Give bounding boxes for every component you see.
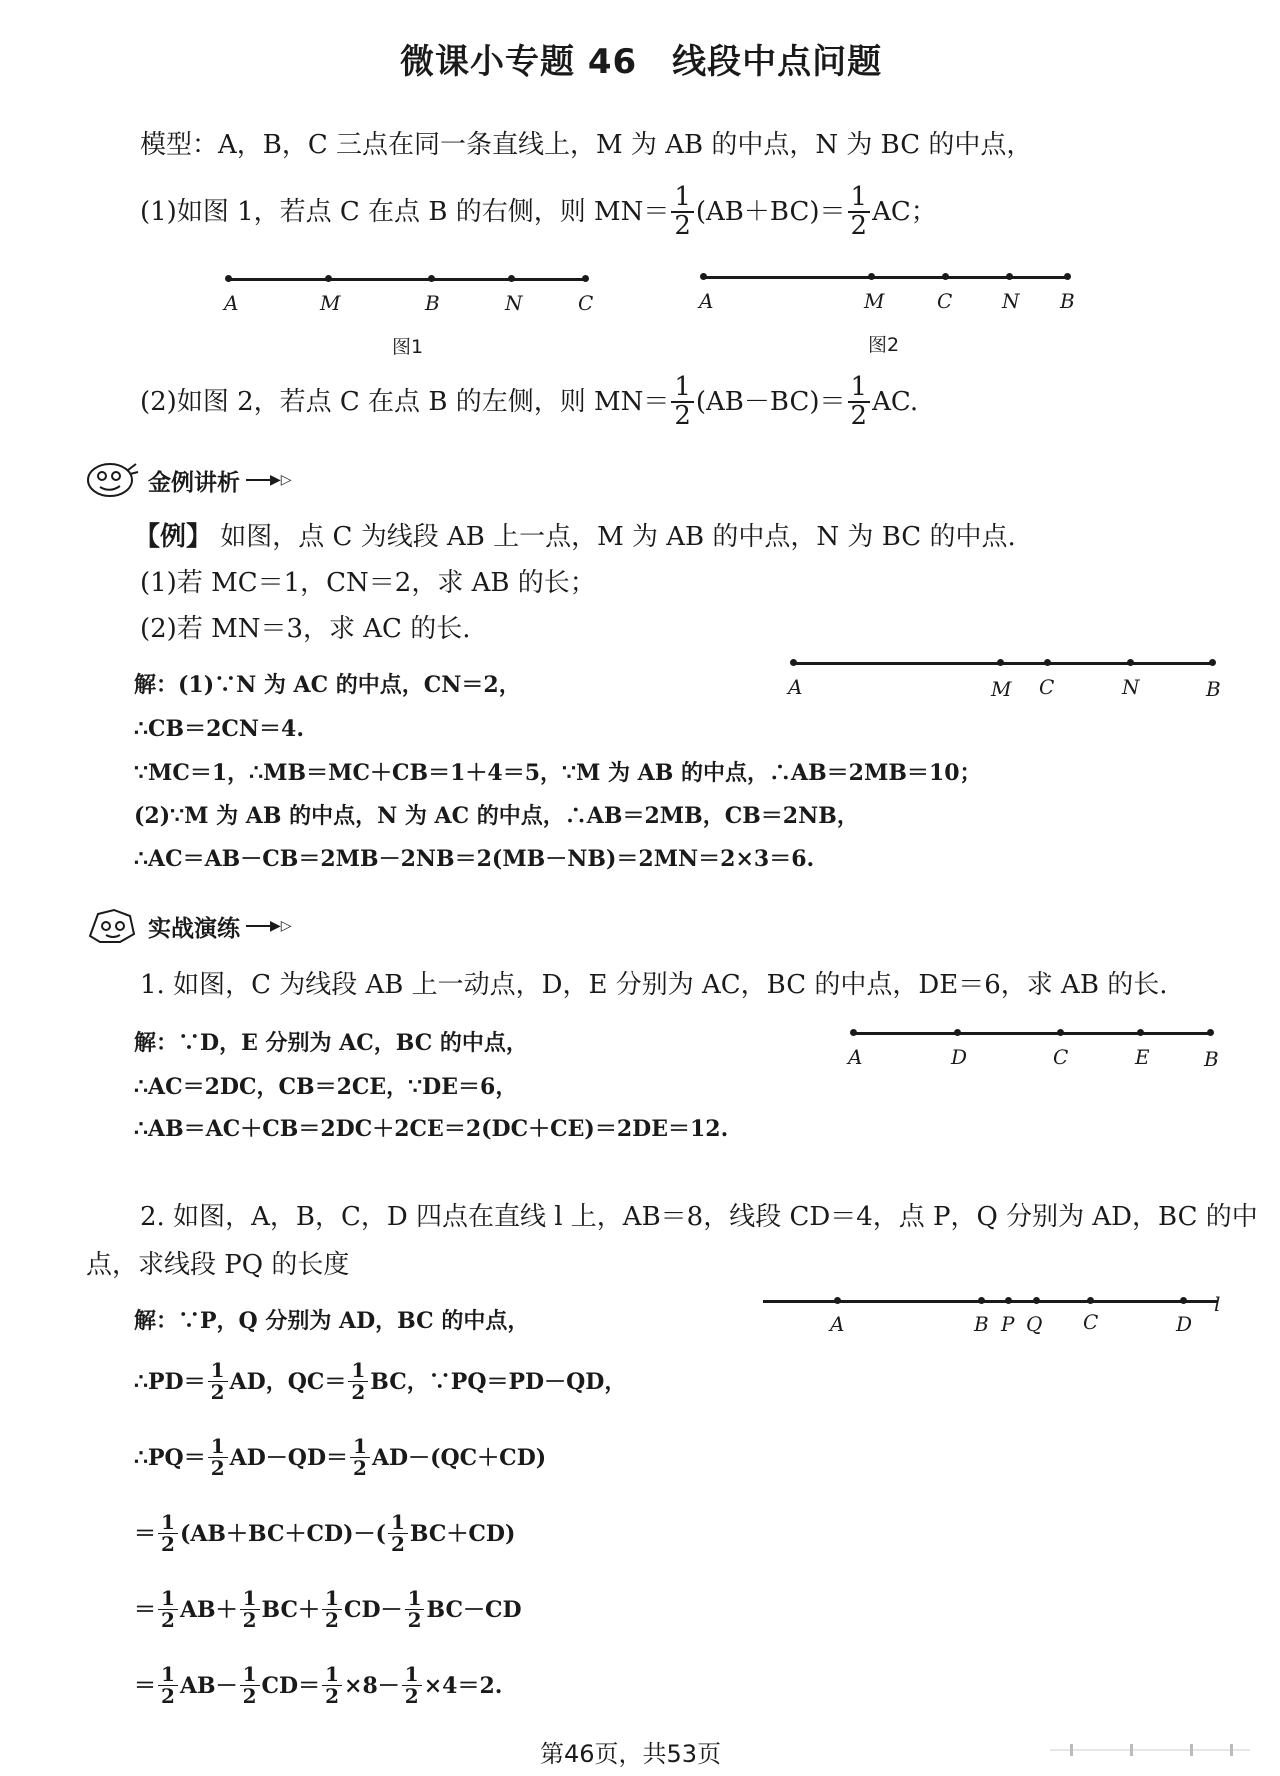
fraction-half: $\frac{1}{2}$ [405, 1588, 425, 1631]
point [1044, 659, 1051, 666]
point-label: M [864, 289, 885, 313]
point [790, 659, 797, 666]
fraction-half: $\frac{1}{2}$ [671, 374, 694, 431]
section-heading: 实战演练 [148, 915, 240, 942]
heading-arrow [246, 479, 270, 481]
fraction-half: $\frac{1}{2}$ [158, 1588, 178, 1631]
point-label: B [425, 291, 440, 315]
point-label: M [320, 291, 341, 315]
solution-line [134, 1436, 546, 1479]
point [978, 1297, 985, 1304]
fraction-half: $\frac{1}{2}$ [848, 374, 871, 431]
fraction-half: $\frac{1}{2}$ [208, 1436, 228, 1479]
fraction-half: $\frac{1}{2}$ [388, 1512, 408, 1555]
point [1005, 1297, 1012, 1304]
point-label: M [991, 677, 1012, 701]
solution-text: AD，QC＝ [229, 1368, 347, 1395]
section-practice-heading [84, 906, 292, 946]
point-label: N [1002, 289, 1020, 313]
point [1137, 1029, 1144, 1036]
point [225, 275, 232, 282]
example-q2: (2)若 MN＝3，求 AC 的长. [140, 614, 471, 644]
arrow-icon: ▶▷ [270, 472, 292, 488]
solution-line: 解：∵P，Q 分别为 AD，BC 的中点， [134, 1308, 530, 1334]
point-label: N [1122, 675, 1140, 699]
fraction-half: $\frac{1}{2}$ [848, 184, 871, 241]
point [428, 275, 435, 282]
point-label: Q [1026, 1312, 1043, 1336]
point [997, 659, 1004, 666]
solution-text: ＝ [134, 1596, 157, 1623]
fraction-half: $\frac{1}{2}$ [158, 1512, 178, 1555]
point-label: C [1083, 1310, 1099, 1334]
solution-text: ∴PQ＝ [134, 1444, 206, 1471]
point-label: N [505, 291, 523, 315]
point-label: A [788, 675, 803, 699]
section-example-heading [84, 460, 292, 500]
solution-line: ∴AB＝AC＋CB＝2DC＋2CE＝2(DC＋CE)＝2DE＝12. [134, 1116, 729, 1142]
example-q1: (1)若 MC＝1，CN＝2，求 AB 的长； [140, 568, 596, 598]
point [1180, 1297, 1187, 1304]
point-label: A [848, 1045, 863, 1069]
case1-mid: (AB＋BC)＝ [695, 197, 846, 228]
example-statement: 如图，点 C 为线段 AB 上一点，M 为 AB 的中点，N 为 BC 的中点. [220, 522, 1016, 552]
figure-caption: 图1 [392, 336, 424, 358]
case1-pre: (1)如图 1，若点 C 在点 B 的右侧，则 MN＝ [140, 197, 670, 228]
example-problem [134, 524, 1016, 550]
solution-text: BC－CD [426, 1596, 522, 1623]
solution-line: ∴AC＝2DC，CB＝2CE，∵DE＝6， [134, 1074, 518, 1100]
heading-arrow [246, 925, 270, 927]
solution-text: CD＝ [261, 1672, 321, 1699]
solution-line [134, 1360, 626, 1403]
point-label: P [1001, 1312, 1015, 1336]
mascot-icon [84, 906, 140, 946]
mascot-icon [84, 460, 140, 500]
solution-text: ∴PD＝ [134, 1368, 206, 1395]
fraction-half: $\frac{1}{2}$ [208, 1360, 228, 1403]
arrow-icon: ▶▷ [270, 918, 292, 934]
point [1064, 273, 1071, 280]
point [1209, 659, 1216, 666]
point [1057, 1029, 1064, 1036]
solution-text: AD－(QC＋CD) [371, 1444, 547, 1471]
point [700, 273, 707, 280]
fraction-half: $\frac{1}{2}$ [322, 1664, 342, 1707]
solution-text: BC＋CD) [409, 1520, 516, 1547]
solution-line: 解：(1)∵N 为 AC 的中点，CN＝2， [134, 672, 521, 698]
solution-line [134, 1664, 502, 1707]
point [508, 275, 515, 282]
solution-text: BC，∵PQ＝PD－QD， [370, 1368, 627, 1395]
point-label: D [951, 1045, 968, 1069]
fraction-half: $\frac{1}{2}$ [350, 1436, 370, 1479]
point [850, 1029, 857, 1036]
solution-text: BC＋ [261, 1596, 321, 1623]
point [1006, 273, 1013, 280]
point-label: A [830, 1312, 845, 1336]
point [1087, 1297, 1094, 1304]
fraction-half: $\frac{1}{2}$ [240, 1588, 260, 1631]
solution-line: ∵MC＝1，∴MB＝MC＋CB＝1＋4＝5，∵M 为 AB 的中点，∴AB＝2MB＝10； [134, 760, 982, 786]
figure-caption: 图2 [868, 334, 900, 356]
point-label: B [1204, 1047, 1219, 1071]
point-label: D [1176, 1312, 1193, 1336]
model-case1 [140, 184, 937, 241]
scan-margin-marks [1050, 1742, 1250, 1754]
point [868, 273, 875, 280]
solution-line: 解：∵D，E 分别为 AC，BC 的中点， [134, 1030, 528, 1056]
model-case2 [140, 374, 918, 431]
solution-text: (AB＋BC＋CD)－( [179, 1520, 386, 1547]
point-label: C [937, 289, 953, 313]
case2-pre: (2)如图 2，若点 C 在点 B 的左侧，则 MN＝ [140, 387, 670, 418]
solution-line [134, 1588, 522, 1631]
line-label: l [1214, 1292, 1221, 1316]
point-label: C [578, 291, 594, 315]
point-label: A [699, 289, 714, 313]
case2-post: AC. [872, 387, 919, 418]
model-intro: 模型：A，B，C 三点在同一条直线上，M 为 AB 的中点，N 为 BC 的中点， [140, 130, 1033, 160]
solution-text: AD－QD＝ [229, 1444, 349, 1471]
point [1127, 659, 1134, 666]
fraction-half: $\frac{1}{2}$ [348, 1360, 368, 1403]
solution-text: ×4＝2. [423, 1672, 503, 1699]
solution-line: (2)∵M 为 AB 的中点，N 为 AC 的中点，∴AB＝2MB，CB＝2NB， [134, 803, 859, 829]
solution-text: ＝ [134, 1672, 157, 1699]
fraction-half: $\frac{1}{2}$ [402, 1664, 422, 1707]
case2-mid: (AB－BC)＝ [695, 387, 846, 418]
point-label: B [1060, 289, 1075, 313]
point-label: C [1053, 1045, 1069, 1069]
fraction-half: $\frac{1}{2}$ [240, 1664, 260, 1707]
solution-text: ×8－ [344, 1672, 400, 1699]
point [834, 1297, 841, 1304]
point [942, 273, 949, 280]
example-tag: 【例】 [134, 522, 213, 552]
practice-problem-1: 1. 如图，C 为线段 AB 上一动点，D，E 分别为 AC，BC 的中点，DE＝6，求 AB 的长. [140, 970, 1168, 1000]
practice-problem-2-line1: 2. 如图，A，B，C，D 四点在直线 l 上，AB＝8，线段 CD＝4，点 P，Q 分别为 AD，BC 的中 [140, 1202, 1258, 1232]
solution-line: ∴CB＝2CN＝4. [134, 716, 304, 742]
point [325, 275, 332, 282]
point [1033, 1297, 1040, 1304]
solution-text: ＝ [134, 1520, 157, 1547]
solution-text: AB－ [179, 1672, 238, 1699]
solution-text: CD－ [343, 1596, 403, 1623]
practice-problem-2-line2: 点，求线段 PQ 的长度 [86, 1250, 350, 1280]
case1-post: AC； [872, 197, 937, 228]
point [954, 1029, 961, 1036]
solution-line: ∴AC＝AB－CB＝2MB－2NB＝2(MB－NB)＝2MN＝2×3＝6. [134, 846, 815, 872]
page-footer: 第46页，共53页 [540, 1740, 722, 1768]
point-label: E [1135, 1045, 1150, 1069]
solution-text: AB＋ [179, 1596, 238, 1623]
page-title: 微课小专题 46 线段中点问题 [400, 42, 883, 82]
point-label: A [224, 291, 239, 315]
point-label: B [974, 1312, 989, 1336]
point-label: B [1206, 677, 1221, 701]
point [582, 275, 589, 282]
fraction-half: $\frac{1}{2}$ [322, 1588, 342, 1631]
solution-line [134, 1512, 515, 1555]
section-heading: 金例讲析 [148, 469, 240, 496]
point-label: C [1039, 675, 1055, 699]
fraction-half: $\frac{1}{2}$ [671, 184, 694, 241]
fraction-half: $\frac{1}{2}$ [158, 1664, 178, 1707]
point [1207, 1029, 1214, 1036]
